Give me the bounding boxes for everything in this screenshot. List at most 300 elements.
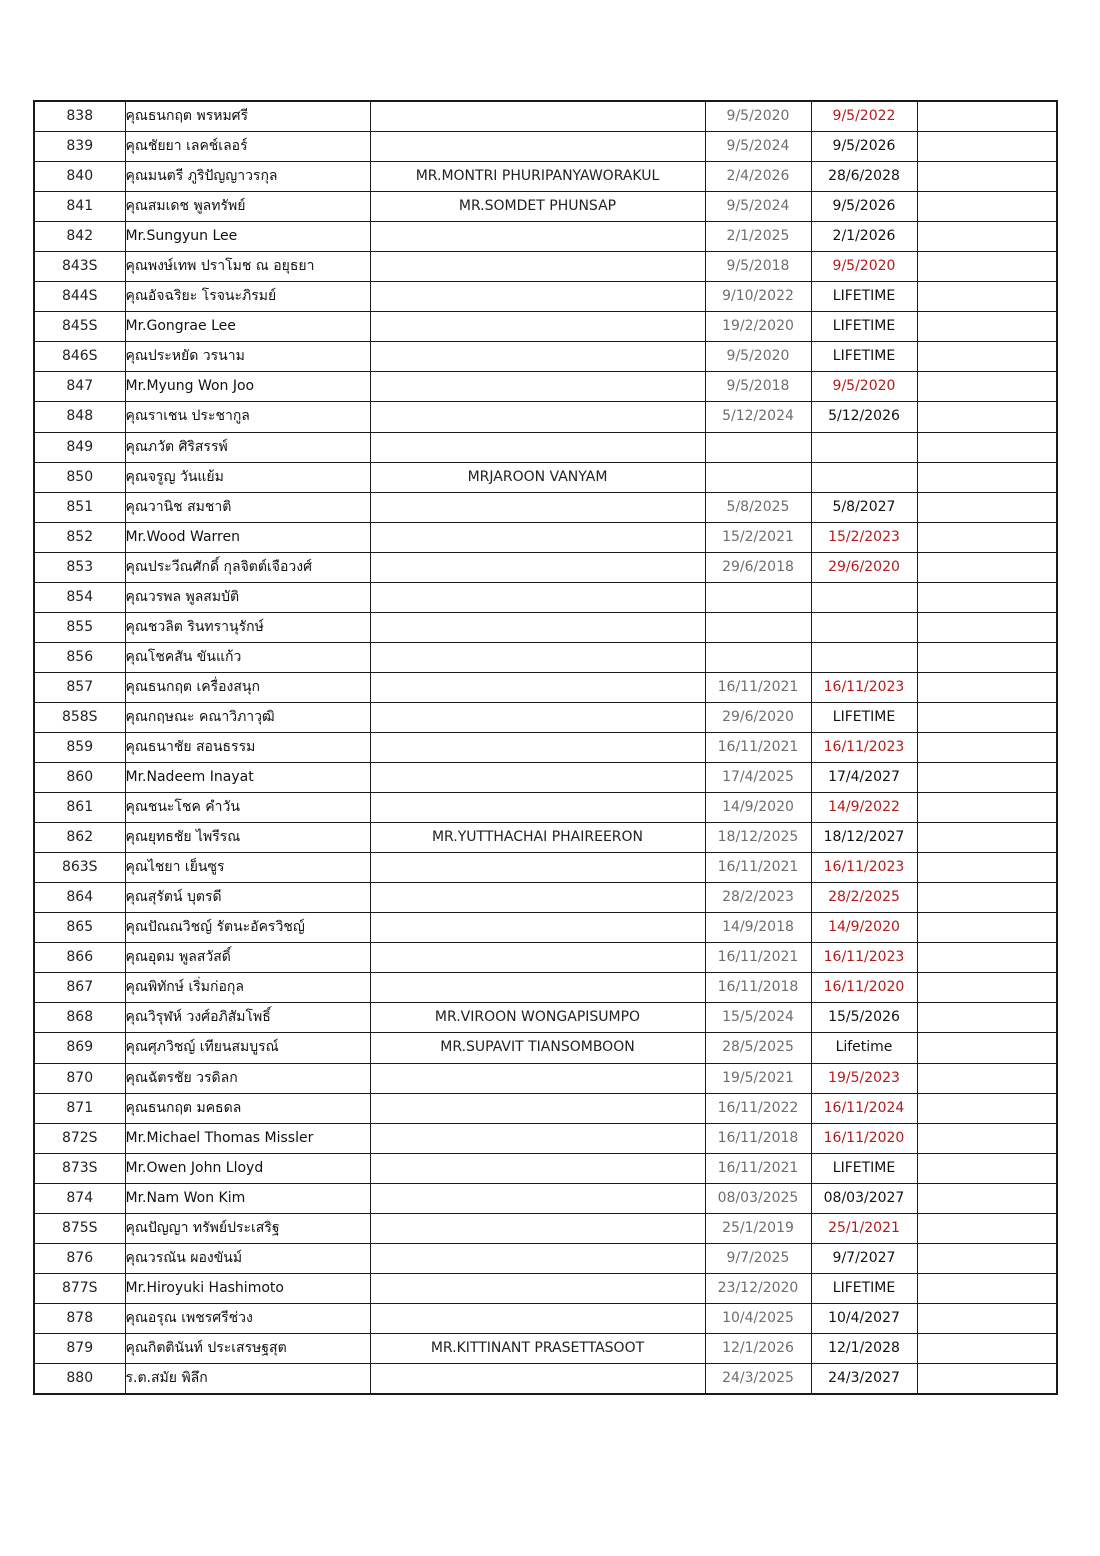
expiry-date-cell: 14/9/2022 xyxy=(811,793,917,823)
expiry-date-cell: 9/5/2026 xyxy=(811,132,917,162)
start-date-cell: 9/5/2024 xyxy=(705,192,811,222)
expiry-date-cell: 16/11/2023 xyxy=(811,732,917,762)
start-date-cell: 10/4/2025 xyxy=(705,1303,811,1333)
member-name-cell: คุณประหยัด วรนาม xyxy=(125,342,370,372)
table-row xyxy=(34,1213,1057,1243)
member-number-cell: 862 xyxy=(34,823,125,853)
member-name-cell: คุณธนกฤต เครื่องสนุก xyxy=(125,672,370,702)
member-name-cell: คุณประวีณศักดิ์ กุลจิตต์เจือวงศ์ xyxy=(125,552,370,582)
expiry-date-cell: 5/12/2026 xyxy=(811,402,917,432)
start-date-cell: 16/11/2021 xyxy=(705,672,811,702)
note-cell xyxy=(917,823,1057,853)
member-name-cell: Mr.Gongrae Lee xyxy=(125,312,370,342)
expiry-date-cell: 24/3/2027 xyxy=(811,1363,917,1394)
start-date-cell xyxy=(705,582,811,612)
expiry-date-cell: 14/9/2020 xyxy=(811,913,917,943)
start-date-cell: 9/5/2020 xyxy=(705,101,811,132)
english-name-cell xyxy=(370,402,705,432)
english-name-cell xyxy=(370,793,705,823)
expiry-date-cell: 5/8/2027 xyxy=(811,492,917,522)
table-row xyxy=(34,973,1057,1003)
english-name-cell xyxy=(370,702,705,732)
english-name-cell xyxy=(370,1303,705,1333)
start-date-cell: 16/11/2021 xyxy=(705,943,811,973)
member-number-cell: 875S xyxy=(34,1213,125,1243)
start-date-cell: 08/03/2025 xyxy=(705,1183,811,1213)
start-date-cell: 9/10/2022 xyxy=(705,282,811,312)
start-date-cell: 19/2/2020 xyxy=(705,312,811,342)
note-cell xyxy=(917,582,1057,612)
note-cell xyxy=(917,552,1057,582)
member-name-cell: คุณมนตรี ภูริปัญญาวรกุล xyxy=(125,162,370,192)
start-date-cell: 17/4/2025 xyxy=(705,763,811,793)
note-cell xyxy=(917,1303,1057,1333)
note-cell xyxy=(917,252,1057,282)
expiry-date-cell: 08/03/2027 xyxy=(811,1183,917,1213)
member-number-cell: 879 xyxy=(34,1333,125,1363)
member-number-cell: 858S xyxy=(34,702,125,732)
english-name-cell xyxy=(370,853,705,883)
note-cell xyxy=(917,1123,1057,1153)
member-number-cell: 840 xyxy=(34,162,125,192)
member-name-cell: คุณชวลิต รินทรานุรักษ์ xyxy=(125,612,370,642)
note-cell xyxy=(917,732,1057,762)
note-cell xyxy=(917,342,1057,372)
member-number-cell: 847 xyxy=(34,372,125,402)
member-number-cell: 857 xyxy=(34,672,125,702)
table-row xyxy=(34,612,1057,642)
member-table-body xyxy=(34,101,1057,1394)
member-name-cell: คุณอรุณ เพชรศรีช่วง xyxy=(125,1303,370,1333)
expiry-date-cell xyxy=(811,462,917,492)
expiry-date-cell: 9/5/2026 xyxy=(811,192,917,222)
member-number-cell: 843S xyxy=(34,252,125,282)
expiry-date-cell: 25/1/2021 xyxy=(811,1213,917,1243)
member-name-cell: คุณกิตตินันท์ ประเสรษฐสุต xyxy=(125,1333,370,1363)
note-cell xyxy=(917,132,1057,162)
member-name-cell: คุณภวัต ศิริสรรพ์ xyxy=(125,432,370,462)
note-cell xyxy=(917,492,1057,522)
note-cell xyxy=(917,642,1057,672)
note-cell xyxy=(917,943,1057,973)
english-name-cell xyxy=(370,1213,705,1243)
member-name-cell: Mr.Owen John Lloyd xyxy=(125,1153,370,1183)
table-row xyxy=(34,252,1057,282)
table-row xyxy=(34,913,1057,943)
start-date-cell: 2/1/2025 xyxy=(705,222,811,252)
member-number-cell: 850 xyxy=(34,462,125,492)
start-date-cell: 9/5/2018 xyxy=(705,252,811,282)
note-cell xyxy=(917,1183,1057,1213)
member-number-cell: 854 xyxy=(34,582,125,612)
english-name-cell: MR.MONTRI PHURIPANYAWORAKUL xyxy=(370,162,705,192)
member-number-cell: 880 xyxy=(34,1363,125,1394)
note-cell xyxy=(917,973,1057,1003)
start-date-cell: 28/5/2025 xyxy=(705,1033,811,1063)
note-cell xyxy=(917,282,1057,312)
member-name-cell: คุณชัยยา เลคช์เลอร์ xyxy=(125,132,370,162)
expiry-date-cell: 15/5/2026 xyxy=(811,1003,917,1033)
note-cell xyxy=(917,101,1057,132)
english-name-cell: MRJAROON VANYAM xyxy=(370,462,705,492)
table-row xyxy=(34,222,1057,252)
start-date-cell: 23/12/2020 xyxy=(705,1273,811,1303)
expiry-date-cell: LIFETIME xyxy=(811,282,917,312)
member-name-cell: คุณพงษ์เทพ ปราโมช ณ อยุธยา xyxy=(125,252,370,282)
english-name-cell xyxy=(370,642,705,672)
member-name-cell: คุณยุทธชัย ไพรีรณ xyxy=(125,823,370,853)
english-name-cell xyxy=(370,1153,705,1183)
start-date-cell: 15/2/2021 xyxy=(705,522,811,552)
table-row xyxy=(34,853,1057,883)
member-name-cell: Mr.Michael Thomas Missler xyxy=(125,1123,370,1153)
note-cell xyxy=(917,1273,1057,1303)
member-name-cell: คุณจรูญ วันแย้ม xyxy=(125,462,370,492)
member-number-cell: 838 xyxy=(34,101,125,132)
member-name-cell: คุณวานิช สมชาติ xyxy=(125,492,370,522)
english-name-cell xyxy=(370,1063,705,1093)
note-cell xyxy=(917,462,1057,492)
note-cell xyxy=(917,522,1057,552)
note-cell xyxy=(917,1213,1057,1243)
member-number-cell: 848 xyxy=(34,402,125,432)
start-date-cell xyxy=(705,642,811,672)
member-number-cell: 849 xyxy=(34,432,125,462)
member-number-cell: 872S xyxy=(34,1123,125,1153)
member-number-cell: 866 xyxy=(34,943,125,973)
english-name-cell xyxy=(370,1243,705,1273)
member-number-cell: 842 xyxy=(34,222,125,252)
expiry-date-cell: 15/2/2023 xyxy=(811,522,917,552)
member-number-cell: 863S xyxy=(34,853,125,883)
english-name-cell xyxy=(370,672,705,702)
table-row xyxy=(34,462,1057,492)
english-name-cell xyxy=(370,522,705,552)
start-date-cell: 28/2/2023 xyxy=(705,883,811,913)
table-row xyxy=(34,1243,1057,1273)
english-name-cell xyxy=(370,312,705,342)
member-number-cell: 871 xyxy=(34,1093,125,1123)
start-date-cell: 16/11/2021 xyxy=(705,732,811,762)
member-register-sheet xyxy=(33,100,1056,1395)
table-row xyxy=(34,1003,1057,1033)
expiry-date-cell: LIFETIME xyxy=(811,342,917,372)
english-name-cell: MR.YUTTHACHAI PHAIREERON xyxy=(370,823,705,853)
table-row xyxy=(34,1303,1057,1333)
expiry-date-cell: 16/11/2020 xyxy=(811,973,917,1003)
english-name-cell: MR.KITTINANT PRASETTASOOT xyxy=(370,1333,705,1363)
table-row xyxy=(34,132,1057,162)
table-row xyxy=(34,192,1057,222)
note-cell xyxy=(917,402,1057,432)
note-cell xyxy=(917,432,1057,462)
table-row xyxy=(34,732,1057,762)
english-name-cell xyxy=(370,552,705,582)
expiry-date-cell: 17/4/2027 xyxy=(811,763,917,793)
start-date-cell: 29/6/2018 xyxy=(705,552,811,582)
expiry-date-cell: LIFETIME xyxy=(811,702,917,732)
member-name-cell: ร.ต.สมัย พิลึก xyxy=(125,1363,370,1394)
table-row xyxy=(34,492,1057,522)
member-number-cell: 869 xyxy=(34,1033,125,1063)
expiry-date-cell: 16/11/2023 xyxy=(811,943,917,973)
english-name-cell: MR.SOMDET PHUNSAP xyxy=(370,192,705,222)
member-number-cell: 851 xyxy=(34,492,125,522)
expiry-date-cell: LIFETIME xyxy=(811,312,917,342)
start-date-cell: 5/12/2024 xyxy=(705,402,811,432)
english-name-cell xyxy=(370,732,705,762)
english-name-cell xyxy=(370,763,705,793)
english-name-cell xyxy=(370,1183,705,1213)
member-name-cell: คุณโชคสัน ขันแก้ว xyxy=(125,642,370,672)
start-date-cell: 25/1/2019 xyxy=(705,1213,811,1243)
expiry-date-cell: 2/1/2026 xyxy=(811,222,917,252)
table-row xyxy=(34,1273,1057,1303)
note-cell xyxy=(917,672,1057,702)
table-row xyxy=(34,1093,1057,1123)
note-cell xyxy=(917,1333,1057,1363)
start-date-cell: 2/4/2026 xyxy=(705,162,811,192)
member-name-cell: คุณวิรุฬห์ วงศ์อภิสัมโพธิ์ xyxy=(125,1003,370,1033)
member-name-cell: คุณไชยา เย็นซูร xyxy=(125,853,370,883)
table-row xyxy=(34,642,1057,672)
english-name-cell xyxy=(370,1363,705,1394)
expiry-date-cell xyxy=(811,432,917,462)
member-name-cell: คุณวรพล พูลสมบัติ xyxy=(125,582,370,612)
english-name-cell: MR.VIROON WONGAPISUMPO xyxy=(370,1003,705,1033)
member-number-cell: 846S xyxy=(34,342,125,372)
note-cell xyxy=(917,1063,1057,1093)
note-cell xyxy=(917,763,1057,793)
expiry-date-cell xyxy=(811,582,917,612)
english-name-cell xyxy=(370,1273,705,1303)
member-number-cell: 864 xyxy=(34,883,125,913)
expiry-date-cell: 12/1/2028 xyxy=(811,1333,917,1363)
start-date-cell: 24/3/2025 xyxy=(705,1363,811,1394)
table-row xyxy=(34,793,1057,823)
start-date-cell: 14/9/2018 xyxy=(705,913,811,943)
start-date-cell: 16/11/2018 xyxy=(705,1123,811,1153)
member-number-cell: 868 xyxy=(34,1003,125,1033)
start-date-cell: 5/8/2025 xyxy=(705,492,811,522)
english-name-cell xyxy=(370,132,705,162)
expiry-date-cell: 28/2/2025 xyxy=(811,883,917,913)
member-number-cell: 878 xyxy=(34,1303,125,1333)
note-cell xyxy=(917,702,1057,732)
note-cell xyxy=(917,1243,1057,1273)
expiry-date-cell: LIFETIME xyxy=(811,1153,917,1183)
english-name-cell xyxy=(370,252,705,282)
english-name-cell xyxy=(370,492,705,522)
expiry-date-cell: 9/5/2020 xyxy=(811,372,917,402)
table-row xyxy=(34,372,1057,402)
english-name-cell xyxy=(370,101,705,132)
table-row xyxy=(34,1153,1057,1183)
expiry-date-cell: 16/11/2023 xyxy=(811,672,917,702)
english-name-cell xyxy=(370,222,705,252)
expiry-date-cell: 16/11/2024 xyxy=(811,1093,917,1123)
note-cell xyxy=(917,192,1057,222)
member-name-cell: คุณอุดม พูลสวัสดิ์ xyxy=(125,943,370,973)
member-number-cell: 855 xyxy=(34,612,125,642)
start-date-cell: 16/11/2021 xyxy=(705,1153,811,1183)
start-date-cell: 9/5/2018 xyxy=(705,372,811,402)
member-name-cell: Mr.Sungyun Lee xyxy=(125,222,370,252)
member-name-cell: คุณศุภวิชญ์ เทียนสมบูรณ์ xyxy=(125,1033,370,1063)
table-row xyxy=(34,101,1057,132)
member-number-cell: 839 xyxy=(34,132,125,162)
member-name-cell: คุณชนะโชค คำวัน xyxy=(125,793,370,823)
english-name-cell: MR.SUPAVIT TIANSOMBOON xyxy=(370,1033,705,1063)
member-name-cell: Mr.Hiroyuki Hashimoto xyxy=(125,1273,370,1303)
note-cell xyxy=(917,1093,1057,1123)
start-date-cell: 19/5/2021 xyxy=(705,1063,811,1093)
start-date-cell xyxy=(705,462,811,492)
member-number-cell: 852 xyxy=(34,522,125,552)
start-date-cell: 15/5/2024 xyxy=(705,1003,811,1033)
expiry-date-cell: 19/5/2023 xyxy=(811,1063,917,1093)
table-row xyxy=(34,582,1057,612)
member-table xyxy=(33,100,1058,1395)
expiry-date-cell: 18/12/2027 xyxy=(811,823,917,853)
member-number-cell: 856 xyxy=(34,642,125,672)
member-name-cell: คุณธนกฤต มคธดล xyxy=(125,1093,370,1123)
expiry-date-cell: 29/6/2020 xyxy=(811,552,917,582)
table-row xyxy=(34,1123,1057,1153)
table-row xyxy=(34,1363,1057,1394)
expiry-date-cell: 28/6/2028 xyxy=(811,162,917,192)
note-cell xyxy=(917,853,1057,883)
start-date-cell: 14/9/2020 xyxy=(705,793,811,823)
note-cell xyxy=(917,312,1057,342)
table-row xyxy=(34,1033,1057,1063)
member-number-cell: 874 xyxy=(34,1183,125,1213)
expiry-date-cell xyxy=(811,642,917,672)
member-number-cell: 867 xyxy=(34,973,125,1003)
member-name-cell: Mr.Nam Won Kim xyxy=(125,1183,370,1213)
start-date-cell xyxy=(705,432,811,462)
english-name-cell xyxy=(370,1123,705,1153)
note-cell xyxy=(917,222,1057,252)
start-date-cell xyxy=(705,612,811,642)
note-cell xyxy=(917,1033,1057,1063)
table-row xyxy=(34,702,1057,732)
member-name-cell: คุณพิทักษ์ เริ่มก่อกุล xyxy=(125,973,370,1003)
note-cell xyxy=(917,612,1057,642)
start-date-cell: 16/11/2021 xyxy=(705,853,811,883)
start-date-cell: 29/6/2020 xyxy=(705,702,811,732)
expiry-date-cell: LIFETIME xyxy=(811,1273,917,1303)
table-row xyxy=(34,672,1057,702)
table-row xyxy=(34,823,1057,853)
english-name-cell xyxy=(370,612,705,642)
english-name-cell xyxy=(370,372,705,402)
expiry-date-cell: 9/7/2027 xyxy=(811,1243,917,1273)
table-row xyxy=(34,402,1057,432)
table-row xyxy=(34,883,1057,913)
english-name-cell xyxy=(370,883,705,913)
member-number-cell: 853 xyxy=(34,552,125,582)
member-number-cell: 860 xyxy=(34,763,125,793)
english-name-cell xyxy=(370,973,705,1003)
expiry-date-cell: Lifetime xyxy=(811,1033,917,1063)
note-cell xyxy=(917,372,1057,402)
member-name-cell: Mr.Myung Won Joo xyxy=(125,372,370,402)
member-number-cell: 841 xyxy=(34,192,125,222)
start-date-cell: 16/11/2018 xyxy=(705,973,811,1003)
member-number-cell: 870 xyxy=(34,1063,125,1093)
start-date-cell: 16/11/2022 xyxy=(705,1093,811,1123)
member-number-cell: 865 xyxy=(34,913,125,943)
member-name-cell: คุณธนกฤต พรหมศรี xyxy=(125,101,370,132)
note-cell xyxy=(917,1153,1057,1183)
member-name-cell: คุณธนาชัย สอนธรรม xyxy=(125,732,370,762)
english-name-cell xyxy=(370,943,705,973)
note-cell xyxy=(917,793,1057,823)
note-cell xyxy=(917,162,1057,192)
member-name-cell: คุณอัจฉริยะ โรจนะภิรมย์ xyxy=(125,282,370,312)
table-row xyxy=(34,552,1057,582)
member-number-cell: 844S xyxy=(34,282,125,312)
member-number-cell: 877S xyxy=(34,1273,125,1303)
member-number-cell: 873S xyxy=(34,1153,125,1183)
table-row xyxy=(34,522,1057,552)
start-date-cell: 9/7/2025 xyxy=(705,1243,811,1273)
member-name-cell: คุณปัญญา ทรัพย์ประเสริฐ xyxy=(125,1213,370,1243)
table-row xyxy=(34,312,1057,342)
member-number-cell: 845S xyxy=(34,312,125,342)
expiry-date-cell: 10/4/2027 xyxy=(811,1303,917,1333)
start-date-cell: 12/1/2026 xyxy=(705,1333,811,1363)
table-row xyxy=(34,1333,1057,1363)
table-row xyxy=(34,763,1057,793)
table-row xyxy=(34,432,1057,462)
expiry-date-cell: 16/11/2020 xyxy=(811,1123,917,1153)
expiry-date-cell xyxy=(811,612,917,642)
member-name-cell: Mr.Nadeem Inayat xyxy=(125,763,370,793)
start-date-cell: 18/12/2025 xyxy=(705,823,811,853)
english-name-cell xyxy=(370,342,705,372)
member-name-cell: Mr.Wood Warren xyxy=(125,522,370,552)
member-name-cell: คุณสมเดช พูลทรัพย์ xyxy=(125,192,370,222)
expiry-date-cell: 9/5/2022 xyxy=(811,101,917,132)
expiry-date-cell: 9/5/2020 xyxy=(811,252,917,282)
expiry-date-cell: 16/11/2023 xyxy=(811,853,917,883)
note-cell xyxy=(917,1363,1057,1394)
member-name-cell: คุณปัณณวิชญ์ รัตนะอัครวิชญ์ xyxy=(125,913,370,943)
table-row xyxy=(34,1063,1057,1093)
member-number-cell: 859 xyxy=(34,732,125,762)
english-name-cell xyxy=(370,282,705,312)
english-name-cell xyxy=(370,913,705,943)
member-number-cell: 876 xyxy=(34,1243,125,1273)
member-name-cell: คุณฉัตรชัย วรดิลก xyxy=(125,1063,370,1093)
table-row xyxy=(34,282,1057,312)
english-name-cell xyxy=(370,582,705,612)
member-name-cell: คุณราเชน ประชากูล xyxy=(125,402,370,432)
english-name-cell xyxy=(370,432,705,462)
start-date-cell: 9/5/2024 xyxy=(705,132,811,162)
table-row xyxy=(34,1183,1057,1213)
member-number-cell: 861 xyxy=(34,793,125,823)
member-name-cell: คุณกฤษณะ คณาวิภาวุฒิ xyxy=(125,702,370,732)
start-date-cell: 9/5/2020 xyxy=(705,342,811,372)
member-name-cell: คุณวรณัน ผองขันม์ xyxy=(125,1243,370,1273)
note-cell xyxy=(917,913,1057,943)
table-row xyxy=(34,162,1057,192)
member-name-cell: คุณสุรัตน์ บุตรดี xyxy=(125,883,370,913)
english-name-cell xyxy=(370,1093,705,1123)
